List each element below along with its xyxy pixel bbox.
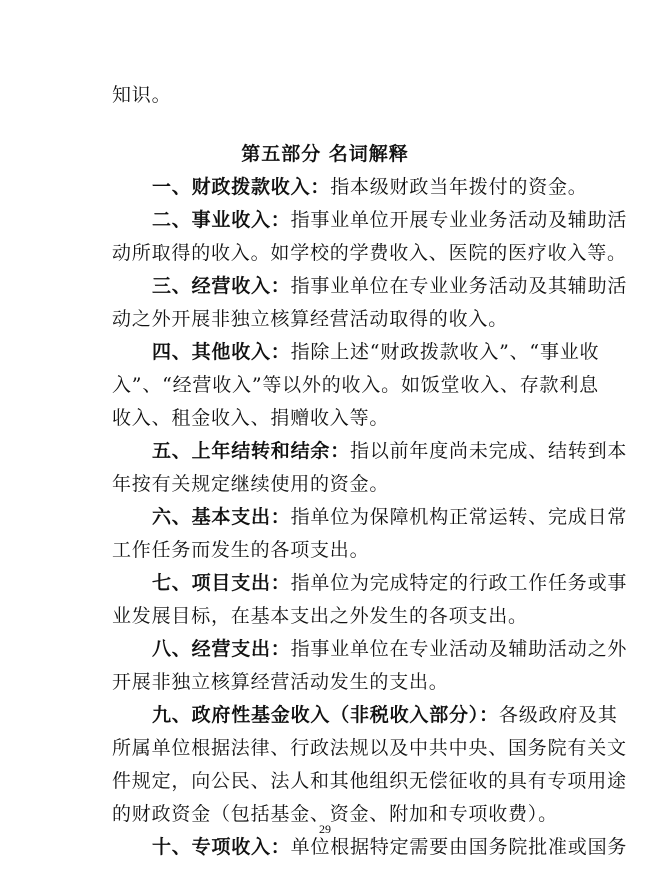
- definition-line: 动之外开展非独立核算经营活动取得的收入。: [112, 308, 509, 330]
- definition-line: [152, 637, 627, 661]
- definition-line: [152, 571, 627, 595]
- definition-text: 指事业单位开展专业业务活动及辅助活: [290, 209, 628, 231]
- definition-line: 入”、“经营收入”等以外的收入。如饭堂收入、存款利息: [112, 374, 599, 396]
- definition-term: 二、事业收入：: [152, 209, 291, 231]
- definition-line: [152, 703, 618, 727]
- definition-line: 动所取得的收入。如学校的学费收入、医院的医疗收入等。: [112, 242, 627, 264]
- definition-line: [152, 274, 627, 298]
- definition-line: 件规定，向公民、法人和其他组织无偿征收的具有专项用途: [112, 770, 627, 792]
- definition-text: 指本级财政当年拨付的资金。: [330, 176, 588, 198]
- definition-text: 指以前年度尚未完成、结转到本: [350, 440, 628, 462]
- definition-term: 五、上年结转和结余：: [152, 440, 351, 462]
- definition-line: 业发展目标，在基本支出之外发生的各项支出。: [112, 605, 528, 627]
- definition-text: 各级政府及其: [498, 704, 618, 726]
- definition-term: 十、专项收入：: [152, 836, 291, 858]
- definition-line: [152, 175, 588, 199]
- definition-term: 八、经营支出：: [152, 638, 291, 660]
- definition-line: 的财政资金（包括基金、资金、附加和专项收费）。: [112, 803, 558, 825]
- definition-line: 开展非独立核算经营活动发生的支出。: [112, 671, 449, 693]
- definition-line: [152, 208, 627, 232]
- page-number: 29: [319, 822, 331, 836]
- definition-text: 指单位为完成特定的行政工作任务或事: [290, 572, 628, 594]
- continuation-line: 知识。: [112, 84, 172, 106]
- definition-term: 九、政府性基金收入（非税收入部分）：: [152, 704, 499, 726]
- section-heading: 第五部分 名词解释: [241, 143, 409, 165]
- definition-text: 单位根据特定需要由国务院批准或国务: [290, 836, 628, 858]
- definition-line: 工作任务而发生的各项支出。: [112, 539, 370, 561]
- definition-text: 指事业单位在专业业务活动及其辅助活: [290, 275, 628, 297]
- definition-line: [152, 505, 627, 529]
- definition-text: 指除上述“财政拨款收入”、“事业收: [290, 341, 600, 363]
- definition-line: [152, 835, 627, 859]
- definition-term: 一、财政拨款收入：: [152, 176, 331, 198]
- definition-line: 收入、租金收入、捐赠收入等。: [112, 407, 390, 429]
- definition-term: 七、项目支出：: [152, 572, 291, 594]
- definition-line: 年按有关规定继续使用的资金。: [112, 473, 390, 495]
- definition-text: 指单位为保障机构正常运转、完成日常: [290, 506, 628, 528]
- definition-term: 六、基本支出：: [152, 506, 291, 528]
- definition-line: 所属单位根据法律、行政法规以及中共中央、国务院有关文: [112, 737, 627, 759]
- definition-line: [152, 340, 599, 364]
- definition-line: [152, 439, 627, 463]
- definition-term: 四、其他收入：: [152, 341, 291, 363]
- definition-term: 三、经营收入：: [152, 275, 291, 297]
- definition-text: 指事业单位在专业活动及辅助活动之外: [290, 638, 628, 660]
